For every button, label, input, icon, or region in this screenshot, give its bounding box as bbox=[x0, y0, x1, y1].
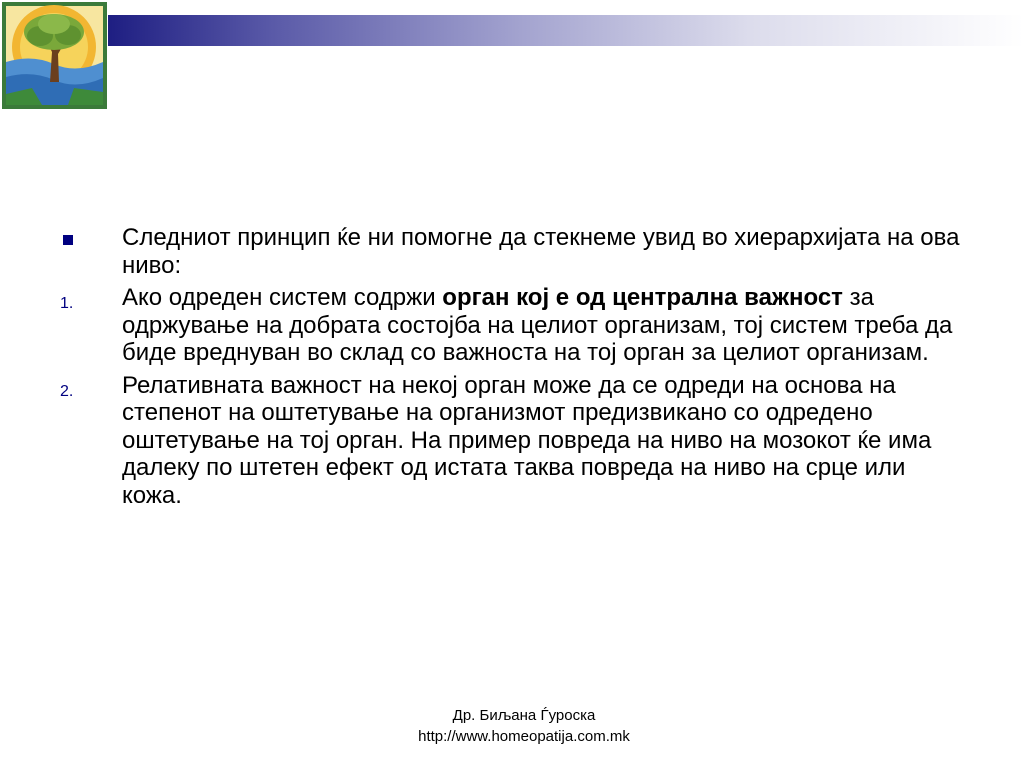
header-gradient-bar bbox=[108, 15, 1024, 46]
footer-author: Др. Биљана Ѓуроска bbox=[452, 707, 596, 724]
list-number: 2. bbox=[60, 382, 74, 400]
square-bullet-icon bbox=[63, 235, 73, 245]
footer-url: http://www.homeopatija.com.mk bbox=[418, 728, 630, 745]
item1-text-after: за одржување на добрата состојба на целиот организам, тој систем треба да биде вреднуван во склад со важноста на тој орган за целиот организам. bbox=[122, 284, 953, 366]
list-item bbox=[60, 372, 960, 510]
item1-bold-text: орган кој е од централна важност bbox=[442, 284, 843, 311]
item1-text-before: Ако одреден систем содржи bbox=[122, 284, 443, 311]
list-number: 1. bbox=[60, 295, 74, 312]
list-item bbox=[60, 284, 960, 367]
tree-logo-icon bbox=[2, 2, 107, 109]
intro-text: Следниот принцип ќе ни помогне да стекнеме увид во хиерархијата на ова ниво: bbox=[122, 224, 960, 279]
footer bbox=[312, 705, 736, 747]
list-item bbox=[60, 224, 960, 279]
item2-text: Релативната важност на некој орган може да се одреди на основа на степенот на оштетување на организмот предизвикано со одредено оштетување на тој орган. На пример повреда на ниво на мозокот ќе има далеку по штетен ефект од истата таква повреда на ниво на срце или кожа. bbox=[122, 371, 932, 509]
slide-body bbox=[60, 224, 960, 514]
